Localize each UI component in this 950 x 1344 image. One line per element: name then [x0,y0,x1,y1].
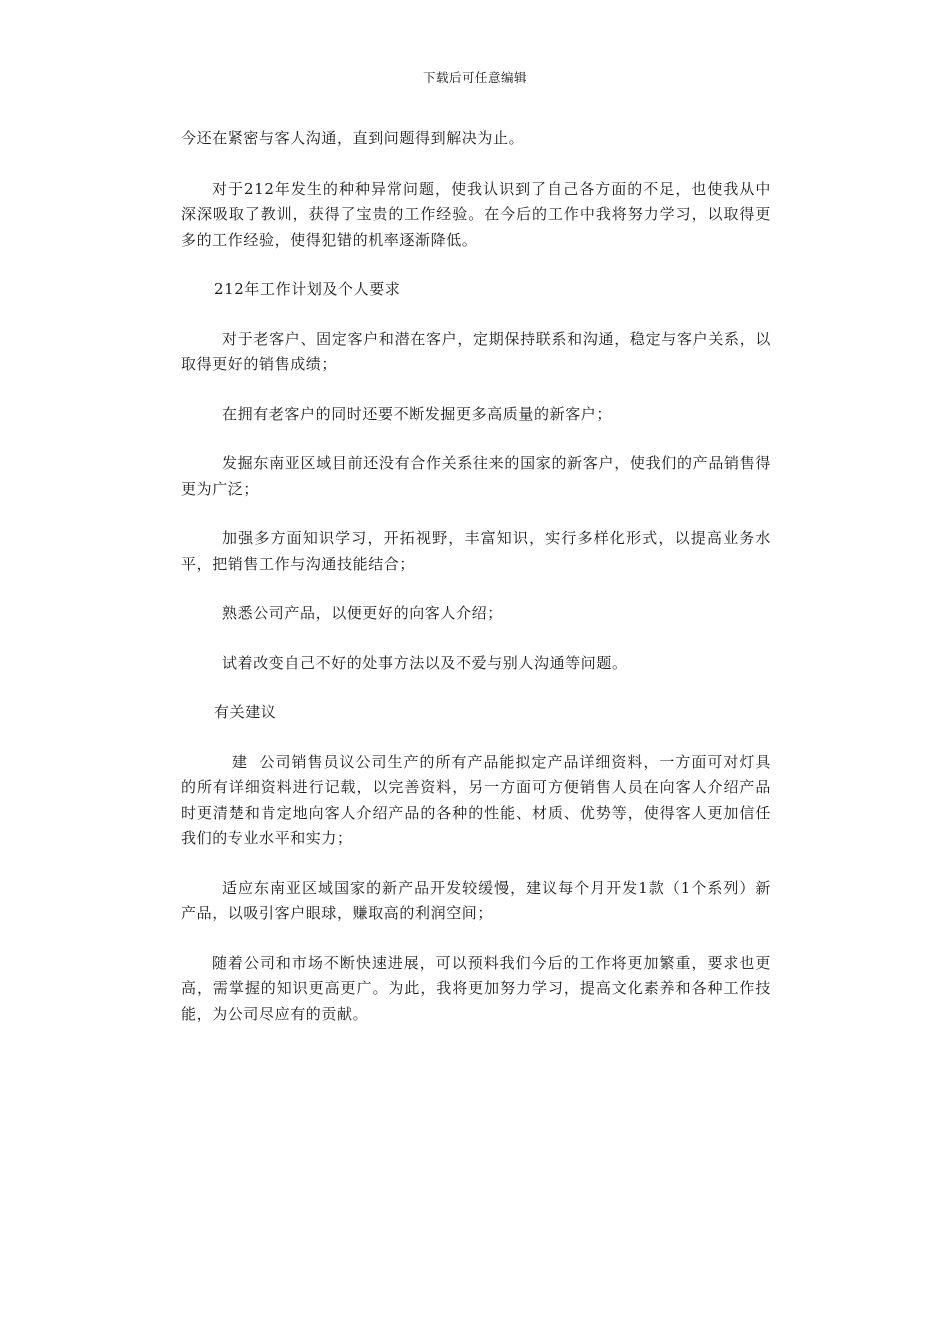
plan-item-new-customers: 在拥有老客户的同时还要不断发掘更多高质量的新客户； [222,404,613,423]
page-header: 下载后可任意编辑 [422,70,527,85]
document-body [181,126,771,1051]
paragraph-reflection: 对于212年发生的种种异常问题，使我认识到了自己各方面的不足，也使我从中深深吸取了教训，获得了宝贵的工作经验。在今后的工作中我将努力学习，以取得更多的工作经验，使得犯错的机率逐渐降低。 [181,179,771,249]
paragraph-continuation: 今还在紧密与客人沟通，直到问题得到解决为止。 [181,129,525,147]
section-heading-plan: 212年工作计划及个人要求 [214,280,401,298]
plan-item-communication: 试着改变自己不好的处事方法以及不爱与别人沟通等问题。 [222,653,628,672]
plan-item-learning: 加强多方面知识学习，开拓视野，丰富知识，实行多样化形式，以提高业务水平，把销售工作与沟通技能结合； [181,529,771,573]
suggestion-item-new-products: 适应东南亚区域国家的新产品开发较缓慢，建议每个月开发1款（1个系列）新产品，以吸引客户眼球，赚取高的利润空间； [181,878,771,922]
plan-item-products: 熟悉公司产品，以便更好的向客人介绍； [222,604,503,622]
section-heading-suggestions: 有关建议 [214,703,277,721]
paragraph-conclusion: 随着公司和市场不断快速进展，可以预料我们今后的工作将更加繁重，要求也更高，需掌握的知识更高更广。为此，我将更加努力学习，提高文化素养和各种工作技能，为公司尽应有的贡献。 [181,953,771,1023]
plan-item-customers: 对于老客户、固定客户和潜在客户，定期保持联系和沟通，稳定与客户关系，以取得更好的销售成绩； [181,329,771,373]
plan-item-southeast-asia: 发掘东南亚区域目前还没有合作关系往来的国家的新客户，使我们的产品销售得更为广泛； [181,454,771,498]
suggestion-item-product-data: 建 公司销售员议公司生产的所有产品能拟定产品详细资料，一方面可对灯具的所有详细资料进行记载，以完善资料，另一方面可方便销售人员在向客人介绍产品时更清楚和肯定地向客人介绍产品的各种的性能、材质、优势等，使得客人更加信任我们的专业水平和实力； [181,752,771,847]
